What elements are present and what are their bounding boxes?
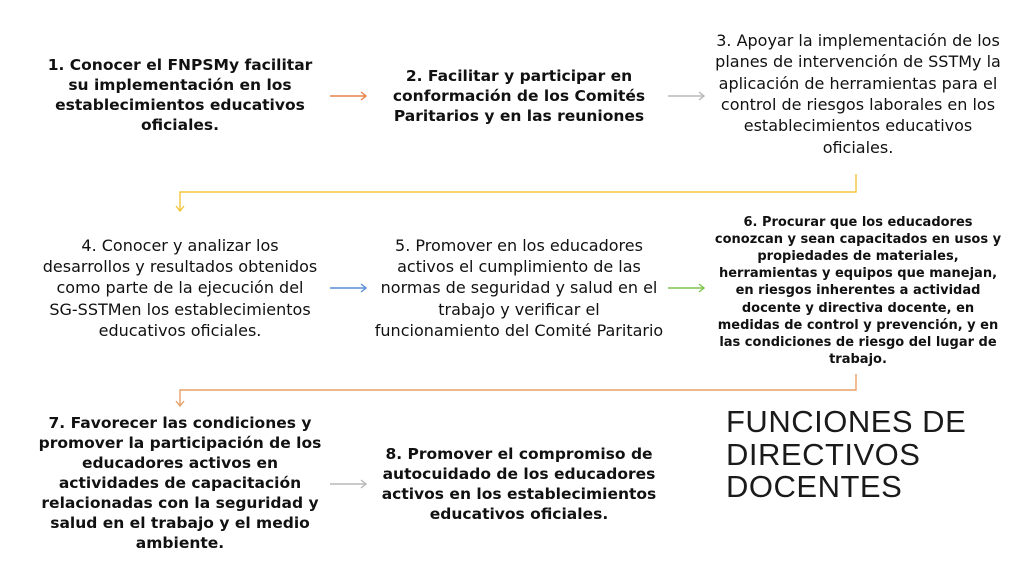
arrow-5-to-6 <box>668 284 704 292</box>
diagram-title: FUNCIONES DE DIRECTIVOS DOCENTES <box>726 404 967 505</box>
arrow-2-to-3 <box>668 92 704 100</box>
connector-6-to-7 <box>176 374 856 406</box>
arrow-7-to-8 <box>330 480 366 488</box>
arrow-4-to-5 <box>330 284 366 292</box>
step-8-text: 8. Promover el compromiso de autocuidado de los educadores activos en los establecimientos educativos oficiales. <box>381 444 657 524</box>
step-7-text: 7. Favorecer las condiciones y promover la participación de los educadores activos en actividades de capacitación relacionadas con la seguridad y salud en el trabajo y el medio ambiente. <box>38 413 322 553</box>
step-3-text: 3. Apoyar la implementación de los planes de intervención de SSTMy la aplicación de herramientas para el control de riesgos laborales en los establecimientos educativos oficiales. <box>715 31 1001 157</box>
arrow-1-to-2 <box>330 92 366 100</box>
step-1-text: 1. Conocer el FNPSMy facilitar su implementación en los establecimientos educativos oficiales. <box>47 55 313 135</box>
connector-3-to-4 <box>176 174 856 211</box>
step-5-text: 5. Promover en los educadores activos el cumplimiento de las normas de seguridad y salud en el trabajo y verificar el funcionamiento del Comité Paritario <box>374 235 664 340</box>
step-4-text: 4. Conocer y analizar los desarrollos y resultados obtenidos como parte de la ejecución del SG-SSTMen los establecimientos educativos oficiales. <box>42 235 318 340</box>
step-6-text: 6. Procurar que los educadores conozcan y sean capacitados en usos y propiedades de materiales, herramientas y equipos que manejan, en riesgos inherentes a actividad docente y directiva docente, en medidas de control y prevención, y en las condiciones de riesgo del lugar de trabajo. <box>714 214 1002 368</box>
step-2-text: 2. Facilitar y participar en conformación de los Comités Paritarios y en las reuniones <box>392 66 646 126</box>
